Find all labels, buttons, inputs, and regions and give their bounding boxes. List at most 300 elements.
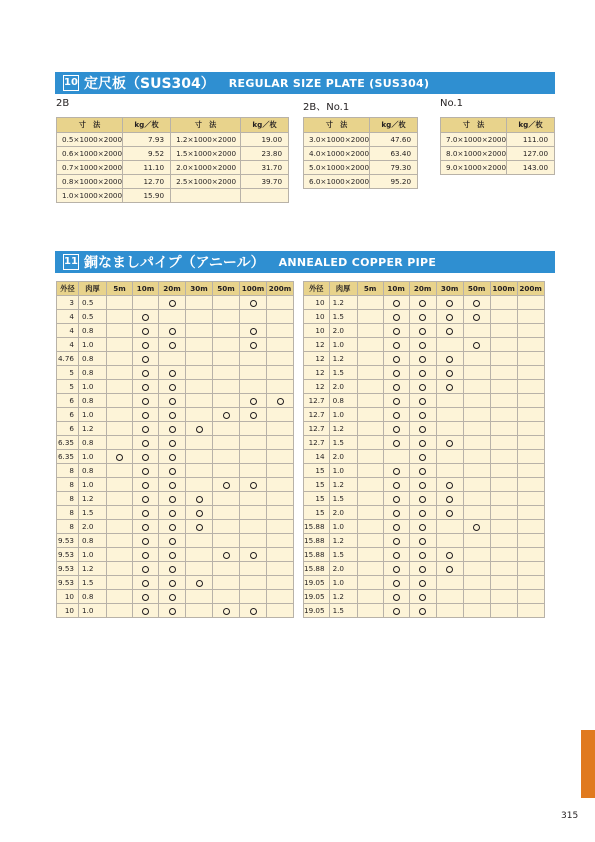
availability-cell	[463, 534, 490, 548]
availability-cell	[186, 506, 213, 520]
table-row	[304, 604, 545, 618]
table-row	[57, 352, 294, 366]
available-mark-icon	[446, 328, 453, 335]
availability-cell	[383, 324, 409, 338]
section-number: 11	[63, 254, 79, 270]
availability-cell	[436, 450, 463, 464]
available-mark-icon	[196, 496, 203, 503]
table-row	[304, 352, 545, 366]
table-row	[57, 408, 294, 422]
table-row	[304, 338, 545, 352]
weight-cell: 111.00	[507, 133, 555, 147]
availability-cell	[463, 352, 490, 366]
availability-cell	[133, 394, 159, 408]
thickness-cell: 1.2	[329, 534, 357, 548]
available-mark-icon	[169, 538, 176, 545]
available-mark-icon	[393, 566, 400, 573]
size-cell: 1.0×1000×2000	[57, 189, 123, 203]
availability-cell	[159, 548, 186, 562]
availability-cell	[213, 534, 240, 548]
availability-cell	[463, 590, 490, 604]
availability-cell	[357, 366, 383, 380]
available-mark-icon	[169, 398, 176, 405]
table-row	[304, 506, 545, 520]
availability-cell	[107, 450, 133, 464]
available-mark-icon	[419, 580, 426, 587]
size-cell: 4.0×1000×2000	[304, 147, 370, 161]
weight-cell: 63.40	[370, 147, 418, 161]
availability-cell	[517, 534, 544, 548]
thickness-cell: 0.5	[79, 296, 107, 310]
weight-cell: 11.10	[123, 161, 171, 175]
availability-cell	[159, 534, 186, 548]
availability-cell	[240, 296, 267, 310]
outer-diameter-cell: 14	[304, 450, 330, 464]
thickness-cell: 1.0	[329, 408, 357, 422]
table-row	[57, 133, 289, 147]
available-mark-icon	[419, 496, 426, 503]
available-mark-icon	[419, 552, 426, 559]
available-mark-icon	[393, 356, 400, 363]
availability-cell	[436, 576, 463, 590]
availability-cell	[267, 548, 294, 562]
availability-cell	[267, 408, 294, 422]
available-mark-icon	[419, 356, 426, 363]
availability-cell	[517, 492, 544, 506]
table-row	[57, 338, 294, 352]
availability-cell	[357, 492, 383, 506]
availability-cell	[436, 604, 463, 618]
available-mark-icon	[250, 608, 257, 615]
column-header: 100m	[490, 282, 517, 296]
size-cell: 3.0×1000×2000	[304, 133, 370, 147]
availability-cell	[490, 436, 517, 450]
available-mark-icon	[169, 342, 176, 349]
available-mark-icon	[419, 440, 426, 447]
available-mark-icon	[169, 412, 176, 419]
availability-cell	[133, 562, 159, 576]
availability-cell	[357, 310, 383, 324]
availability-cell	[409, 576, 436, 590]
availability-cell	[436, 436, 463, 450]
thickness-cell: 1.0	[79, 478, 107, 492]
available-mark-icon	[142, 370, 149, 377]
availability-cell	[517, 352, 544, 366]
thickness-cell: 1.0	[79, 338, 107, 352]
thickness-cell: 1.5	[329, 604, 357, 618]
availability-cell	[213, 380, 240, 394]
size-cell: 1.5×1000×2000	[171, 147, 241, 161]
size-cell: 2.0×1000×2000	[171, 161, 241, 175]
availability-cell	[186, 576, 213, 590]
weight-cell: 47.60	[370, 133, 418, 147]
availability-cell	[213, 590, 240, 604]
availability-cell	[133, 436, 159, 450]
outer-diameter-cell: 12.7	[304, 422, 330, 436]
outer-diameter-cell: 19.05	[304, 576, 330, 590]
availability-cell	[463, 436, 490, 450]
outer-diameter-cell: 9.53	[57, 534, 79, 548]
outer-diameter-cell: 10	[304, 310, 330, 324]
availability-cell	[159, 380, 186, 394]
availability-cell	[490, 310, 517, 324]
available-mark-icon	[142, 608, 149, 615]
availability-cell	[159, 576, 186, 590]
availability-cell	[517, 324, 544, 338]
available-mark-icon	[116, 454, 123, 461]
thickness-cell: 2.0	[329, 380, 357, 394]
availability-cell	[240, 520, 267, 534]
availability-cell	[436, 338, 463, 352]
availability-cell	[159, 464, 186, 478]
outer-diameter-cell: 19.05	[304, 604, 330, 618]
availability-cell	[240, 380, 267, 394]
availability-cell	[107, 436, 133, 450]
thickness-cell: 2.0	[79, 520, 107, 534]
availability-cell	[357, 422, 383, 436]
availability-cell	[357, 380, 383, 394]
availability-cell	[107, 604, 133, 618]
available-mark-icon	[393, 608, 400, 615]
outer-diameter-cell: 3	[57, 296, 79, 310]
available-mark-icon	[419, 482, 426, 489]
section-11-header	[55, 251, 555, 273]
outer-diameter-cell: 15	[304, 478, 330, 492]
thickness-cell: 2.0	[329, 562, 357, 576]
outer-diameter-cell: 8	[57, 520, 79, 534]
availability-cell	[517, 436, 544, 450]
available-mark-icon	[196, 510, 203, 517]
availability-cell	[267, 310, 294, 324]
availability-cell	[213, 450, 240, 464]
availability-cell	[107, 590, 133, 604]
availability-cell	[267, 604, 294, 618]
column-header: 外径	[304, 282, 330, 296]
outer-diameter-cell: 6.35	[57, 436, 79, 450]
availability-cell	[383, 520, 409, 534]
availability-cell	[240, 562, 267, 576]
thickness-cell: 1.2	[79, 492, 107, 506]
availability-cell	[159, 520, 186, 534]
availability-cell	[463, 576, 490, 590]
availability-cell	[436, 548, 463, 562]
available-mark-icon	[446, 370, 453, 377]
availability-cell	[463, 366, 490, 380]
thickness-cell: 1.0	[329, 464, 357, 478]
thickness-cell: 1.0	[329, 520, 357, 534]
availability-cell	[186, 380, 213, 394]
outer-diameter-cell: 10	[57, 590, 79, 604]
availability-cell	[186, 422, 213, 436]
table-row	[304, 520, 545, 534]
availability-cell	[383, 534, 409, 548]
available-mark-icon	[419, 342, 426, 349]
column-header: 10m	[383, 282, 409, 296]
column-header: 20m	[159, 282, 186, 296]
table-row	[304, 380, 545, 394]
size-header: 寸 法	[57, 118, 123, 133]
size-cell: 9.0×1000×2000	[441, 161, 507, 175]
availability-cell	[357, 590, 383, 604]
availability-cell	[517, 506, 544, 520]
pipe-table-left	[56, 281, 294, 618]
available-mark-icon	[169, 496, 176, 503]
availability-cell	[267, 590, 294, 604]
availability-cell	[240, 450, 267, 464]
outer-diameter-cell: 5	[57, 380, 79, 394]
available-mark-icon	[169, 594, 176, 601]
availability-cell	[436, 408, 463, 422]
outer-diameter-cell: 15	[304, 506, 330, 520]
availability-cell	[213, 338, 240, 352]
available-mark-icon	[393, 468, 400, 475]
availability-cell	[490, 576, 517, 590]
availability-cell	[240, 576, 267, 590]
availability-cell	[463, 408, 490, 422]
available-mark-icon	[142, 356, 149, 363]
availability-cell	[517, 366, 544, 380]
size-header: 寸 法	[304, 118, 370, 133]
section-number: 10	[63, 75, 79, 91]
availability-cell	[517, 394, 544, 408]
thickness-cell: 0.8	[79, 590, 107, 604]
availability-cell	[357, 296, 383, 310]
availability-cell	[357, 464, 383, 478]
availability-cell	[186, 436, 213, 450]
available-mark-icon	[250, 398, 257, 405]
outer-diameter-cell: 5	[57, 366, 79, 380]
column-header: 20m	[409, 282, 436, 296]
table-row	[57, 604, 294, 618]
outer-diameter-cell: 12	[304, 352, 330, 366]
availability-cell	[357, 534, 383, 548]
available-mark-icon	[393, 510, 400, 517]
available-mark-icon	[473, 342, 480, 349]
availability-cell	[107, 366, 133, 380]
availability-cell	[133, 492, 159, 506]
availability-cell	[267, 450, 294, 464]
availability-cell	[357, 478, 383, 492]
outer-diameter-cell: 12.7	[304, 436, 330, 450]
availability-cell	[240, 478, 267, 492]
availability-cell	[383, 548, 409, 562]
availability-cell	[357, 352, 383, 366]
available-mark-icon	[419, 510, 426, 517]
availability-cell	[463, 506, 490, 520]
available-mark-icon	[419, 426, 426, 433]
table-row	[304, 296, 545, 310]
availability-cell	[133, 604, 159, 618]
weight-cell: 143.00	[507, 161, 555, 175]
availability-cell	[409, 562, 436, 576]
thickness-cell: 1.2	[329, 590, 357, 604]
table-row	[57, 464, 294, 478]
availability-cell	[159, 450, 186, 464]
thickness-cell: 0.8	[79, 324, 107, 338]
availability-cell	[133, 296, 159, 310]
thickness-cell: 1.2	[79, 422, 107, 436]
availability-cell	[133, 408, 159, 422]
thickness-cell: 1.0	[79, 408, 107, 422]
availability-cell	[267, 506, 294, 520]
availability-cell	[159, 352, 186, 366]
table-row	[304, 310, 545, 324]
availability-cell	[436, 422, 463, 436]
availability-cell	[490, 352, 517, 366]
availability-cell	[240, 422, 267, 436]
availability-cell	[133, 520, 159, 534]
availability-cell	[213, 520, 240, 534]
thickness-cell: 2.0	[329, 450, 357, 464]
availability-cell	[383, 604, 409, 618]
section-title-jp: 銅なましパイプ（アニール）	[84, 255, 265, 271]
available-mark-icon	[393, 594, 400, 601]
column-header: 肉厚	[79, 282, 107, 296]
availability-cell	[409, 436, 436, 450]
size-header: 寸 法	[171, 118, 241, 133]
availability-cell	[186, 366, 213, 380]
available-mark-icon	[169, 300, 176, 307]
availability-cell	[213, 436, 240, 450]
thickness-cell: 1.0	[79, 604, 107, 618]
availability-cell	[357, 576, 383, 590]
table-row	[304, 324, 545, 338]
available-mark-icon	[142, 426, 149, 433]
available-mark-icon	[169, 524, 176, 531]
availability-cell	[490, 520, 517, 534]
available-mark-icon	[393, 496, 400, 503]
availability-cell	[267, 296, 294, 310]
table-row	[304, 464, 545, 478]
availability-cell	[490, 450, 517, 464]
availability-cell	[186, 590, 213, 604]
empty-cell	[241, 189, 289, 203]
availability-cell	[463, 422, 490, 436]
thickness-cell: 1.2	[329, 352, 357, 366]
available-mark-icon	[393, 524, 400, 531]
availability-cell	[107, 520, 133, 534]
thickness-cell: 1.5	[79, 506, 107, 520]
available-mark-icon	[419, 314, 426, 321]
available-mark-icon	[250, 300, 257, 307]
availability-cell	[463, 296, 490, 310]
available-mark-icon	[419, 468, 426, 475]
available-mark-icon	[142, 314, 149, 321]
available-mark-icon	[419, 594, 426, 601]
available-mark-icon	[419, 328, 426, 335]
table-row	[57, 147, 289, 161]
availability-cell	[490, 534, 517, 548]
availability-cell	[267, 422, 294, 436]
availability-cell	[240, 366, 267, 380]
availability-cell	[409, 492, 436, 506]
column-header: 30m	[186, 282, 213, 296]
outer-diameter-cell: 8	[57, 478, 79, 492]
available-mark-icon	[419, 412, 426, 419]
availability-cell	[107, 324, 133, 338]
availability-cell	[159, 296, 186, 310]
table-row	[57, 576, 294, 590]
availability-cell	[383, 296, 409, 310]
availability-cell	[383, 366, 409, 380]
availability-cell	[357, 520, 383, 534]
column-header: 50m	[463, 282, 490, 296]
availability-cell	[267, 534, 294, 548]
availability-cell	[383, 380, 409, 394]
thickness-cell: 0.8	[79, 436, 107, 450]
availability-cell	[133, 352, 159, 366]
column-header: 5m	[107, 282, 133, 296]
availability-cell	[409, 548, 436, 562]
availability-cell	[133, 338, 159, 352]
size-cell: 0.5×1000×2000	[57, 133, 123, 147]
size-cell: 8.0×1000×2000	[441, 147, 507, 161]
availability-cell	[436, 506, 463, 520]
table-row	[57, 161, 289, 175]
weight-cell: 23.80	[241, 147, 289, 161]
availability-cell	[490, 338, 517, 352]
available-mark-icon	[142, 482, 149, 489]
availability-cell	[383, 310, 409, 324]
available-mark-icon	[223, 552, 230, 559]
availability-cell	[133, 548, 159, 562]
table-row	[57, 189, 289, 203]
size-cell: 0.7×1000×2000	[57, 161, 123, 175]
available-mark-icon	[419, 384, 426, 391]
thickness-cell: 1.0	[79, 380, 107, 394]
outer-diameter-cell: 8	[57, 506, 79, 520]
outer-diameter-cell: 10	[304, 324, 330, 338]
availability-cell	[267, 562, 294, 576]
availability-cell	[383, 422, 409, 436]
thickness-cell: 2.0	[329, 506, 357, 520]
available-mark-icon	[419, 454, 426, 461]
thickness-cell: 1.2	[329, 478, 357, 492]
availability-cell	[383, 450, 409, 464]
table-header-row	[304, 282, 545, 296]
outer-diameter-cell: 6.35	[57, 450, 79, 464]
thickness-cell: 0.8	[329, 394, 357, 408]
availability-cell	[383, 562, 409, 576]
availability-cell	[357, 394, 383, 408]
availability-cell	[186, 492, 213, 506]
availability-cell	[133, 422, 159, 436]
availability-cell	[213, 310, 240, 324]
weight-cell: 15.90	[123, 189, 171, 203]
available-mark-icon	[446, 566, 453, 573]
outer-diameter-cell: 10	[57, 604, 79, 618]
table-row	[304, 562, 545, 576]
thickness-cell: 1.5	[329, 436, 357, 450]
available-mark-icon	[250, 412, 257, 419]
table-row	[57, 366, 294, 380]
available-mark-icon	[169, 482, 176, 489]
table-row	[304, 436, 545, 450]
available-mark-icon	[169, 440, 176, 447]
availability-cell	[186, 520, 213, 534]
table-row	[304, 534, 545, 548]
availability-cell	[240, 352, 267, 366]
available-mark-icon	[393, 328, 400, 335]
plate-table	[303, 117, 418, 189]
available-mark-icon	[446, 552, 453, 559]
thickness-cell: 1.2	[329, 422, 357, 436]
table-row	[441, 161, 555, 175]
weight-header: kg／枚	[507, 118, 555, 133]
availability-cell	[240, 492, 267, 506]
availability-cell	[490, 296, 517, 310]
availability-cell	[436, 492, 463, 506]
